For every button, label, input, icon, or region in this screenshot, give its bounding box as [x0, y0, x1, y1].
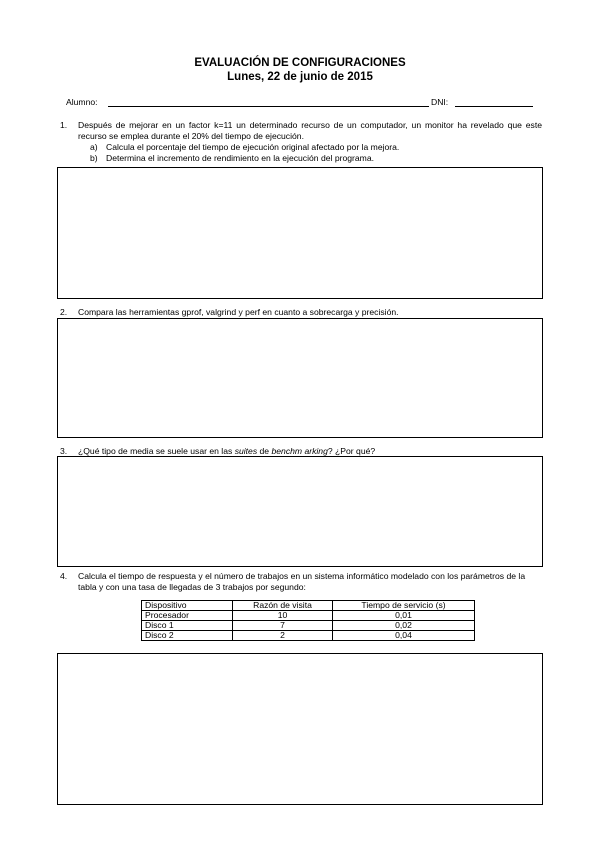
subitem-a-label: a) — [90, 142, 98, 152]
table-cell-device: Disco 1 — [142, 621, 233, 631]
table-row — [142, 611, 475, 621]
table-cell-visit-ratio: 10 — [233, 611, 333, 621]
question-3-text-post: ? ¿Por qué? — [327, 446, 376, 456]
question-3-text-suites: suites — [234, 446, 258, 456]
answer-box-3[interactable] — [57, 456, 543, 567]
table-cell-visit-ratio: 7 — [233, 621, 333, 631]
table-header-visit-ratio: Razón de visita — [233, 601, 333, 611]
question-1 — [60, 120, 542, 168]
question-3-number: 3. — [60, 446, 68, 456]
answer-box-2[interactable] — [57, 318, 543, 438]
subitem-a-text: Calcula el porcentaje del tiempo de ejecución original afectado por la mejora. — [106, 142, 400, 152]
table-header-device: Dispositivo — [142, 601, 233, 611]
question-4-number: 4. — [60, 571, 68, 581]
question-3-text-pre: ¿Qué tipo de media se suele usar en las — [78, 446, 235, 456]
question-4-text: Calcula el tiempo de respuesta y el número de trabajos en un sistema informático modelado con los parámetros de la tabla y con una tasa de llegadas de 3 trabajos por segundo: — [78, 571, 526, 592]
question-1-subitem-a — [90, 142, 399, 153]
table-cell-service-time: 0,04 — [333, 631, 475, 641]
answer-box-1[interactable] — [57, 167, 543, 299]
table-header-service-time: Tiempo de servicio (s) — [333, 601, 475, 611]
question-4 — [60, 571, 542, 595]
question-3-text-mid: de — [257, 446, 272, 456]
table-header-row — [142, 601, 475, 611]
student-id-field[interactable] — [455, 106, 533, 107]
exam-title: EVALUACIÓN DE CONFIGURACIONES — [194, 57, 406, 69]
table-cell-device: Disco 2 — [142, 631, 233, 641]
question-1-subitem-b — [90, 153, 374, 164]
parameters-table — [141, 600, 475, 641]
student-name-label: Alumno: — [66, 97, 98, 107]
table-cell-service-time: 0,02 — [333, 621, 475, 631]
student-id-label: DNI: — [431, 97, 449, 107]
question-2-text: Compara las herramientas gprof, valgrind y perf en cuanto a sobrecarga y precisión. — [78, 307, 399, 317]
table-row — [142, 631, 475, 641]
question-3-text-benchmarking: benchm arking — [271, 446, 328, 456]
student-name-field[interactable] — [108, 106, 429, 107]
answer-box-4[interactable] — [57, 653, 543, 805]
subitem-b-label: b) — [90, 153, 98, 163]
table-row — [142, 621, 475, 631]
exam-date: Lunes, 22 de junio de 2015 — [227, 71, 373, 83]
table-cell-visit-ratio: 2 — [233, 631, 333, 641]
table-cell-device: Procesador — [142, 611, 233, 621]
question-1-text: Después de mejorar en un factor k=11 un determinado recurso de un computador, un monitor ha revelado que este recurso se emplea durante el 20% del tiempo de ejecución. — [78, 120, 542, 141]
question-1-number: 1. — [60, 120, 68, 130]
table-cell-service-time: 0,01 — [333, 611, 475, 621]
subitem-b-text: Determina el incremento de rendimiento en la ejecución del programa. — [106, 153, 374, 163]
question-2-number: 2. — [60, 307, 68, 317]
